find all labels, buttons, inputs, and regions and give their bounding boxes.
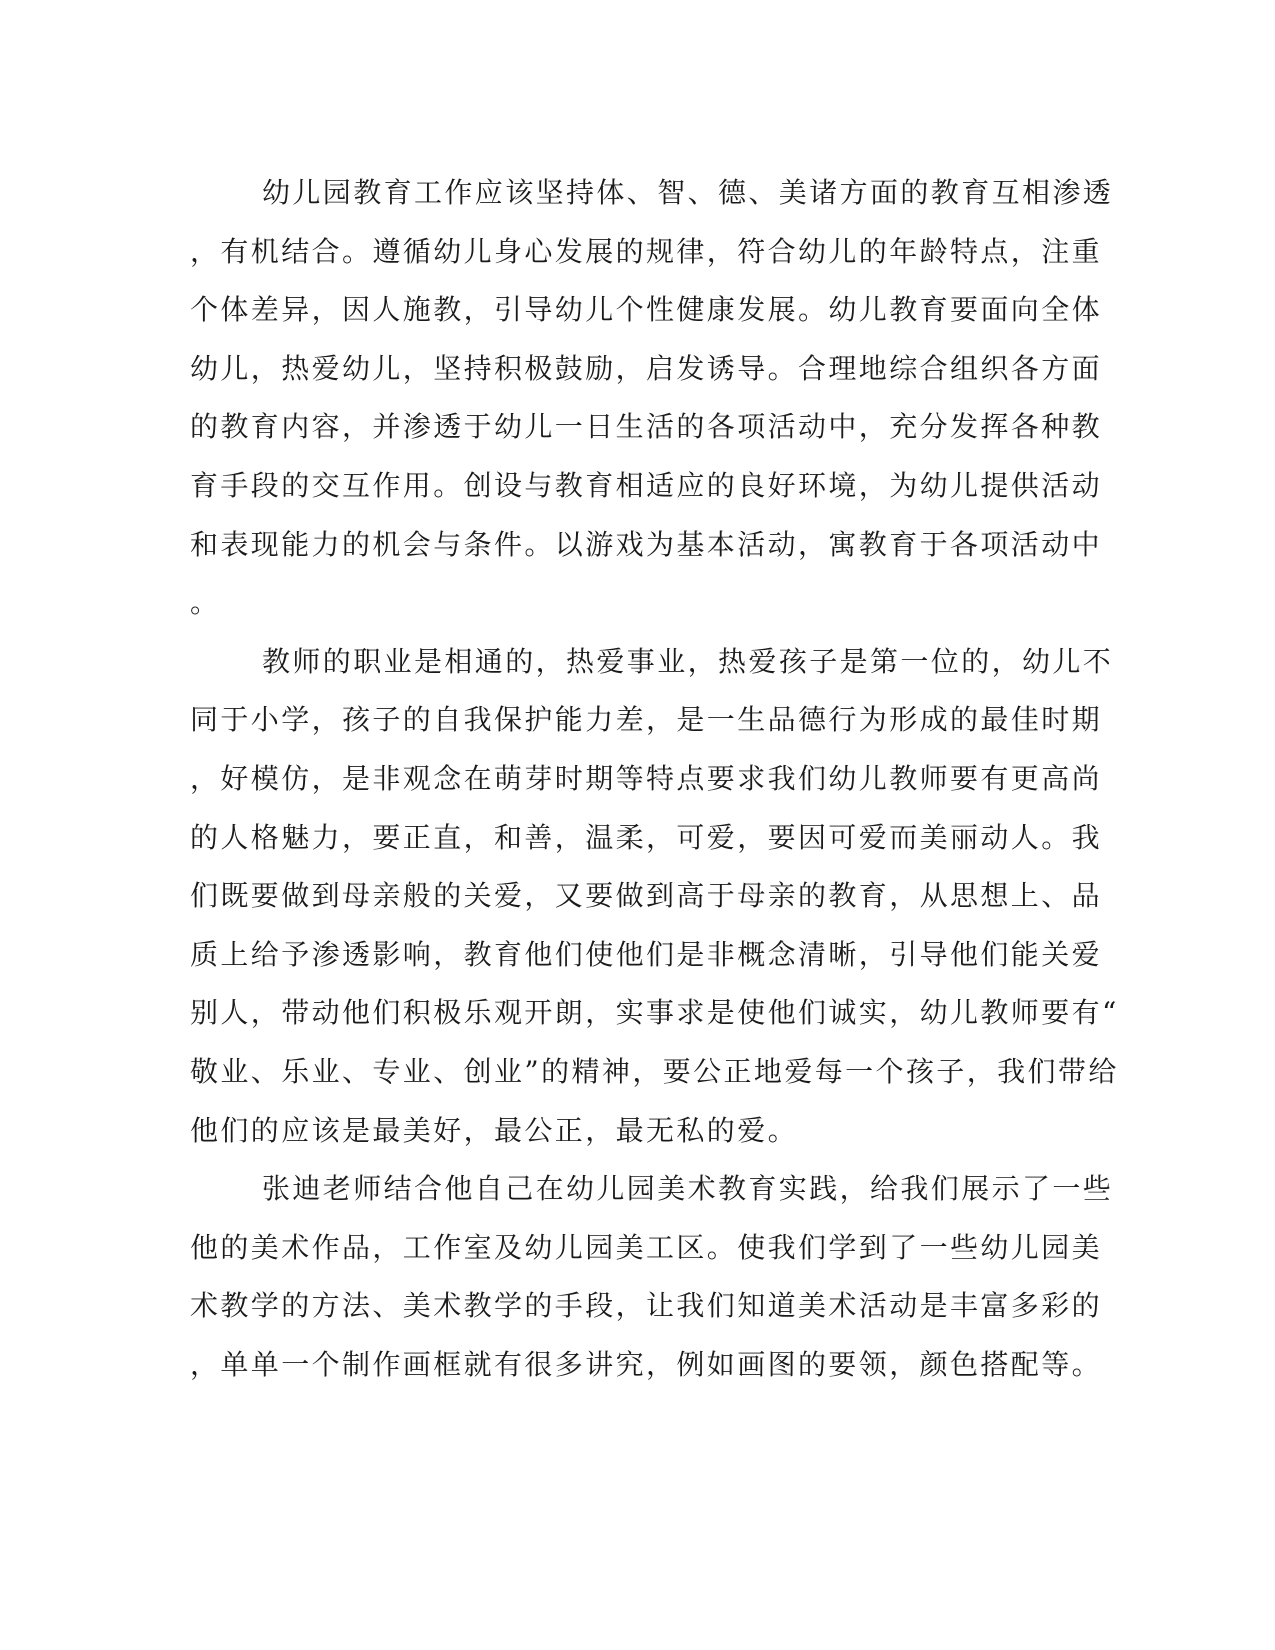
text-line: 术教学的方法、美术教学的手段，让我们知道美术活动是丰富多彩的	[190, 1289, 1103, 1323]
text-line: 他的美术作品，工作室及幼儿园美工区。使我们学到了一些幼儿园美	[190, 1230, 1103, 1264]
document-body	[190, 164, 1119, 1394]
text-line: 们既要做到母亲般的关爱，又要做到高于母亲的教育，从思想上、品	[190, 879, 1103, 913]
text-line: 别人，带动他们积极乐观开朗，实事求是使他们诚实，幼儿教师要有“	[190, 996, 1119, 1030]
text-line: 质上给予渗透影响，教育他们使他们是非概念清晰，引导他们能关爱	[190, 937, 1103, 971]
text-line: 幼儿园教育工作应该坚持体、智、德、美诸方面的教育互相渗透	[262, 176, 1114, 209]
text-line: 和表现能力的机会与条件。以游戏为基本活动，寓教育于各项活动中	[190, 527, 1103, 561]
text-line: 张迪老师结合他自己在幼儿园美术教育实践，给我们展示了一些	[262, 1172, 1114, 1206]
text-line: 的教育内容，并渗透于幼儿一日生活的各项活动中，充分发挥各种教	[190, 410, 1103, 444]
text-line: ，好模仿，是非观念在萌芽时期等特点要求我们幼儿教师要有更高尚	[190, 761, 1103, 795]
paragraph-3	[190, 1160, 1114, 1394]
text-line: 个体差异，因人施教，引导幼儿个性健康发展。幼儿教育要面向全体	[190, 293, 1103, 327]
text-line: 敬业、乐业、专业、创业”的精神，要公正地爱每一个孩子，我们带给	[190, 1054, 1119, 1088]
paragraph-1	[190, 164, 1114, 633]
text-line: 。	[190, 586, 221, 620]
text-line: ，有机结合。遵循幼儿身心发展的规律，符合幼儿的年龄特点，注重	[190, 234, 1103, 268]
text-line: 幼儿，热爱幼儿，坚持积极鼓励，启发诱导。合理地综合组织各方面	[190, 351, 1103, 385]
text-line: 同于小学，孩子的自我保护能力差，是一生品德行为形成的最佳时期	[190, 703, 1103, 737]
text-line: 他们的应该是最美好，最公正，最无私的爱。	[190, 1113, 799, 1147]
text-line: 的人格魅力，要正直，和善，温柔，可爱，要因可爱而美丽动人。我	[190, 820, 1103, 854]
text-line: ，单单一个制作画框就有很多讲究，例如画图的要领，颜色搭配等。	[190, 1347, 1103, 1381]
text-line: 育手段的交互作用。创设与教育相适应的良好环境，为幼儿提供活动	[190, 468, 1103, 502]
text-line: 教师的职业是相通的，热爱事业，热爱孩子是第一位的，幼儿不	[262, 644, 1114, 678]
paragraph-2	[190, 633, 1119, 1160]
